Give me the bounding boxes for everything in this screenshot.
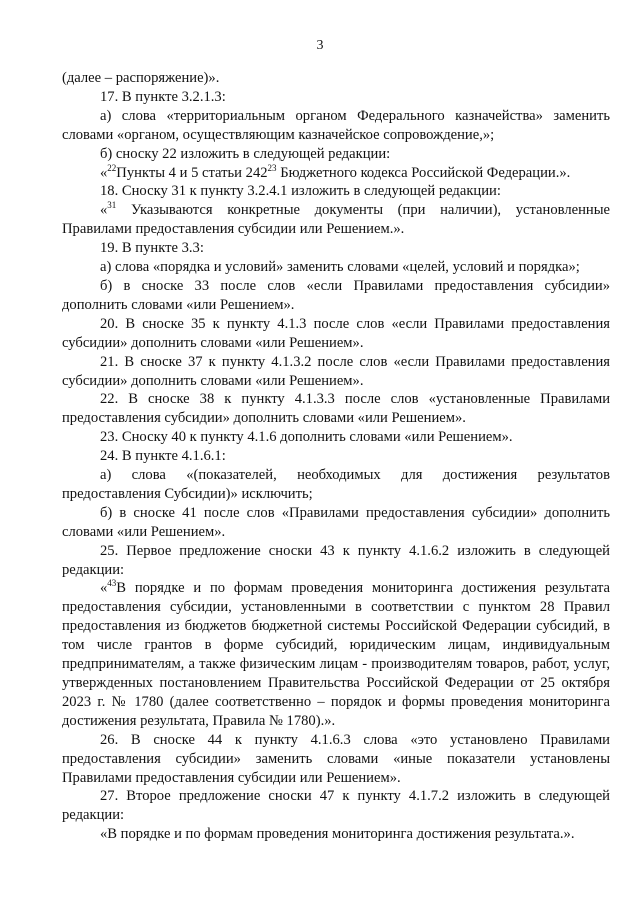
paragraph: 23. Сноску 40 к пункту 4.1.6 дополнить словами «или Решением». [100,429,513,446]
paragraph: б) сноску 22 изложить в следующей редакции: [100,145,391,162]
paragraph: а) слова «порядка и условий» заменить словами «целей, условий и порядка»; [100,259,580,276]
paragraph-text: Пункты 4 и 5 статьи 242 [116,164,268,181]
paragraph-fn22 [62,164,610,183]
paragraph-text: Бюджетного кодекса Российской Федерации.». [276,164,571,181]
paragraph: 25. Первое предложение сноски 43 к пункту 4.1.6.2 изложить в следующей редакции: [62,542,610,578]
footnote-marker: 43 [107,578,117,589]
paragraph: а) слова «(показателей, необходимых для достижения результатов предоставления Субсидии)» исключить; [62,467,610,502]
paragraph-fn43 [62,579,610,730]
footnote-marker: 23 [267,162,277,173]
quote-mark: « [100,580,108,597]
paragraph: 18. Сноску 31 к пункту 3.2.4.1 изложить в следующей редакции: [100,183,501,200]
paragraph: 19. В пункте 3.3: [100,240,204,257]
paragraph-text: Указываются конкретные документы (при наличии), установленные Правилами предоставления субсидии или Решением.». [62,202,610,238]
paragraph: 17. В пункте 3.2.1.3: [100,88,226,105]
paragraph: б) в сноске 41 после слов «Правилами предоставления субсидии» дополнить словами «или Решением». [62,504,610,540]
paragraph: б) в сноске 33 после слов «если Правилами предоставления субсидии» дополнить словами «или Решением». [62,277,610,313]
footnote-marker: 31 [107,200,117,211]
page-number: 3 [316,38,324,53]
paragraph: 22. В сноске 38 к пункту 4.1.3.3 после слов «установленные Правилами предоставления субсидии» дополнить словами «или Решением». [62,391,610,427]
document-body [62,69,610,844]
paragraph-fn31 [62,201,610,239]
footnote-marker: 22 [107,162,117,173]
quote-mark: « [100,202,108,219]
paragraph: 20. В сноске 35 к пункту 4.1.3 после слов «если Правилами предоставления субсидии» дополнить словами «или Решением». [62,315,610,351]
paragraph: 26. В сноске 44 к пункту 4.1.6.3 слова «это установлено Правилами предоставления субсидии» заменить словами «иные показатели установлены Правилами предоставления субсидии или Решением». [62,731,610,786]
paragraph: 27. Второе предложение сноски 47 к пункту 4.1.7.2 изложить в следующей редакции: [62,788,610,824]
paragraph: (далее – распоряжение)». [62,70,220,86]
paragraph: «В порядке и по формам проведения мониторинга достижения результата.». [100,826,575,843]
paragraph: а) слова «территориальным органом Федерального казначейства» заменить словами «органом, осуществляющим казначейское сопровождение,»; [62,107,610,143]
paragraph-text: В порядке и по формам проведения мониторинга достижения результата предоставления субсидии, установленными в соответствии с пунктом 28 Правил предоставления из бюджетов бюджетной системы Российской Федерации субсидий, в том числе грантов в форме субсидий, юридическим лицам, индивидуальным предпринимателям, а также физическим лицам - производителям товаров, работ, услуг, утвержденных постановлением Правительства Российской Федерации от 25 октября 2023 г. № 1780 (далее соответственно – порядок и формы проведения мониторинга достижения результата, Правила № 1780).». [62,580,610,729]
paragraph: 21. В сноске 37 к пункту 4.1.3.2 после слов «если Правилами предоставления субсидии» дополнить словами «или Решением». [62,353,610,389]
quote-mark: « [100,164,108,181]
paragraph: 24. В пункте 4.1.6.1: [100,448,226,465]
